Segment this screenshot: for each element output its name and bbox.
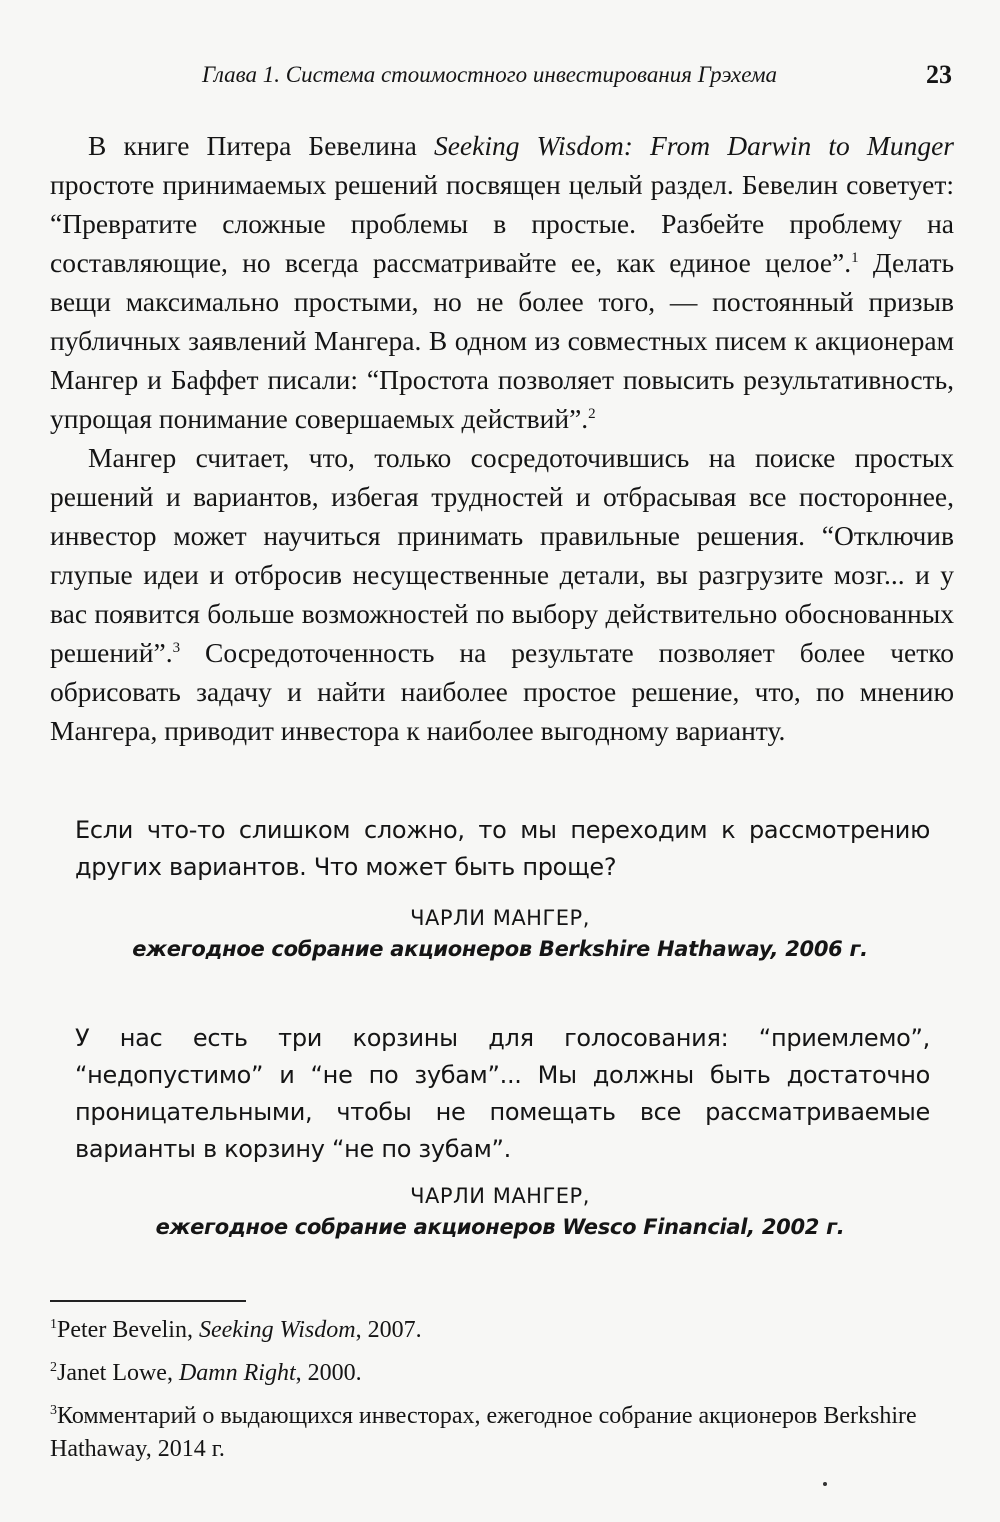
footnote-1-number: 1 (50, 1317, 57, 1332)
chapter-title: Глава 1. Система стоимостного инвестирования Грэхема (202, 62, 778, 87)
quote-2-attribution (0, 1181, 1000, 1243)
paragraph-2-text: Мангер считает, что, только сосредоточившись на поиске простых решений и вариантов, избегая трудностей и отбрасывая все постороннее, инвестор может научиться принимать правильные решения. “Отключив глупые идеи и отбросив несущественные детали, вы разгрузите мозг... и у вас появится больше возможностей по выбору действительно обоснованных решений”. (50, 442, 954, 668)
footnote-2-title: Damn Right (178, 1360, 296, 1386)
footnote-2-number: 2 (50, 1360, 57, 1375)
quote-1-text: Если что-то слишком сложно, то мы переходим к рассмотрению других вариантов. Что может быть проще? (75, 816, 930, 881)
footnote-3-number: 3 (50, 1403, 57, 1418)
footnote-1-year: , 2007. (355, 1317, 422, 1343)
main-text (50, 126, 954, 750)
quote-1-author: ЧАРЛИ МАНГЕР, (410, 906, 590, 930)
footnote-2 (50, 1357, 954, 1390)
paragraph-2 (50, 438, 954, 750)
footnote-ref-1: 1 (851, 249, 859, 266)
quote-2-text: У нас есть три корзины для голосования: “приемлемо”, “недопустимо” и “не по зубам”... Мы должны быть достаточно проницательными, чтобы не помещать все рассматриваемые варианты в корзину “не по зубам”. (75, 1024, 930, 1163)
paragraph-1-text: простоте принимаемых решений посвящен целый раздел. Бевелин советует: “Превратите сложные проблемы в простые. Разбейте проблему на составляющие, но всегда рассматривайте ее, как единое целое”. (50, 169, 954, 278)
footnote-1 (50, 1314, 954, 1347)
page-number: 23 (926, 60, 952, 89)
quote-2-author: ЧАРЛИ МАНГЕР, (410, 1184, 590, 1208)
footnote-1-title: Seeking Wisdom (198, 1317, 356, 1343)
footnote-3-text: Комментарий о выдающихся инвесторах, ежегодное собрание акционеров Berkshire Hathaway, 2014 г. (50, 1403, 917, 1462)
quote-2-source: ежегодное собрание акционеров Wesco Financial, 2002 г. (155, 1215, 845, 1239)
print-speck (823, 1482, 827, 1486)
paragraph-2-cont: Сосредоточенность на результате позволяет более четко обрисовать задачу и найти наиболее простое решение, что, по мнению Мангера, приводит инвестора к наиболее выгодному варианту. (50, 637, 954, 746)
paragraph-1-intro: В книге Питера Бевелина (88, 130, 434, 161)
footnote-3 (50, 1400, 954, 1466)
paragraph-1-cont: Делать вещи максимально простыми, но не более того, — постоянный призыв публичных заявлений Мангера. В одном из совместных писем к акционерам Мангер и Баффет писали: “Простота позволяет повысить результативность, упрощая понимание совершаемых действий”. (50, 247, 955, 434)
footnote-2-year: , 2000. (295, 1360, 362, 1386)
book-title: Seeking Wisdom: From Darwin to Munger (433, 130, 954, 161)
running-header (0, 62, 1000, 102)
quote-1-attribution (0, 903, 1000, 965)
footnote-separator (50, 1300, 246, 1302)
quote-1-source: ежегодное собрание акционеров Berkshire Hathaway, 2006 г. (132, 937, 868, 961)
footnote-ref-3: 3 (172, 639, 181, 656)
footnotes (50, 1314, 954, 1476)
footnote-2-author: Janet Lowe, (57, 1360, 179, 1386)
footnote-1-author: Peter Bevelin, (57, 1317, 199, 1343)
footnote-ref-2: 2 (588, 405, 596, 422)
paragraph-1 (50, 126, 954, 438)
